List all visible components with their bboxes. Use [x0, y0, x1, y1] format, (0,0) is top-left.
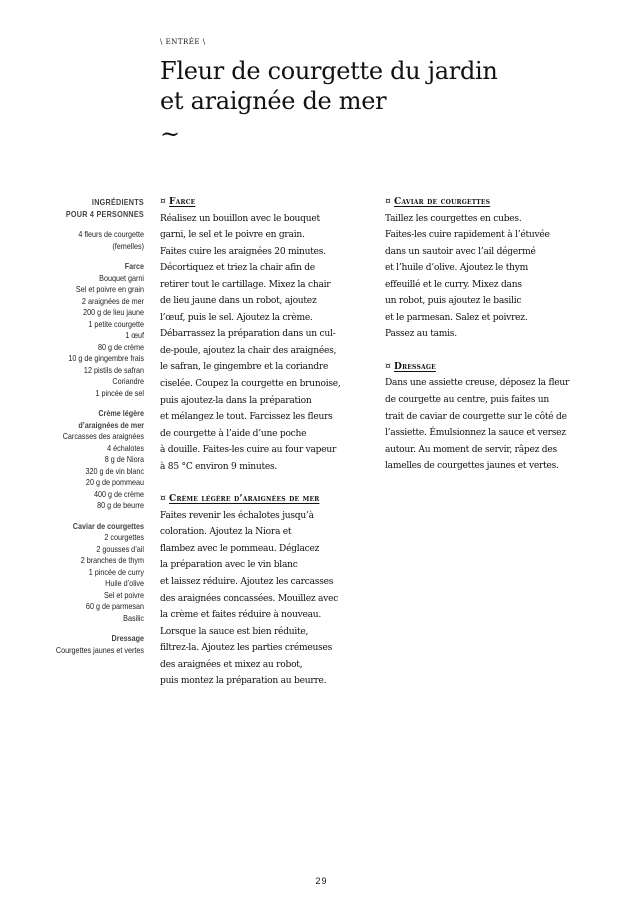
- step-title-text: Farce: [169, 196, 196, 207]
- steps-column-left: [160, 194, 375, 706]
- ingredient-item: 2 gousses d’ail: [96, 543, 144, 554]
- ingredient-item: 320 g de vin blanc: [85, 465, 144, 476]
- step-title: [385, 359, 610, 376]
- step-creme: [160, 491, 375, 690]
- step-text-line: trait de caviar de courgette sur le côté de: [385, 411, 567, 422]
- steps-column-right: [385, 194, 610, 491]
- step-text-line: la crème et faites réduire à nouveau.: [160, 610, 322, 621]
- ingredient-item: Sel et poivre: [103, 589, 144, 600]
- ingredients-sidebar: [32, 197, 144, 656]
- ingredient-item: 1 œuf: [125, 330, 144, 340]
- ingredient-group-title: Crème légère: [98, 408, 144, 418]
- step-text-line: de courgette à l’aide d’une poche: [160, 428, 307, 439]
- ingredient-item: Basilic: [123, 612, 144, 623]
- step-text-line: et l’huile d’olive. Ajoutez le thym: [385, 263, 528, 274]
- step-title-text: Dressage: [394, 360, 436, 372]
- step-text-line: Faites revenir les échalotes jusqu’à: [160, 510, 314, 521]
- step-text-line: retirer tout le cartillage. Mixez la chair: [160, 279, 331, 290]
- ingredient-item: 20 g de pommeau: [85, 477, 144, 487]
- step-dressage: [385, 359, 610, 475]
- step-body: [160, 508, 375, 690]
- ingredient-group-title: Caviar de courgettes: [72, 520, 144, 531]
- step-text-line: coloration. Ajoutez la Niora et: [160, 527, 292, 538]
- step-text-line: de courgette au centre, puis faites un: [385, 395, 549, 406]
- step-text-line: autour. Au moment de servir, râpez des: [385, 444, 557, 455]
- ingredient-item: 2 courgettes: [104, 532, 144, 542]
- ingredients-heading: INGRÉDIENTS: [91, 197, 144, 207]
- step-text-line: puis montez la préparation au beurre.: [160, 676, 327, 687]
- ingredient-item: 60 g de parmesan: [85, 601, 144, 611]
- ingredient-item: 8 g de Niora: [104, 454, 144, 464]
- section-bullet: ¤: [160, 197, 166, 207]
- step-text-line: et mélangez le tout. Farcissez les fleurs: [160, 412, 333, 423]
- ingredient-item: Carcasses des araignées: [62, 431, 144, 441]
- recipe-title-line: et araignée de mer: [160, 87, 387, 115]
- title-ornament: ~: [160, 120, 181, 148]
- step-farce: [160, 194, 375, 475]
- ingredient-item: (femelles): [112, 240, 144, 251]
- ingredient-groups: [32, 261, 144, 656]
- ingredient-item: 2 branches de thym: [80, 555, 144, 565]
- ingredient-item: Courgettes jaunes et vertes: [55, 644, 144, 655]
- step-title-text: Caviar de courgettes: [394, 196, 491, 207]
- ingredient-item: Coriandre: [112, 376, 144, 386]
- ingredients-heading: POUR 4 PERSONNES: [65, 208, 144, 219]
- step-text-line: le safran, le gingembre et la coriandre: [160, 362, 329, 373]
- step-body: [160, 211, 375, 476]
- ingredient-item: 1 pincée de sel: [95, 387, 144, 398]
- step-text-line: à 85 °C environ 9 minutes.: [160, 461, 278, 472]
- ingredient-item: Sel et poivre en grain: [75, 284, 144, 294]
- step-text-line: filtrez-la. Ajoutez les parties crémeuses: [160, 643, 333, 654]
- ingredient-item: 2 araignées de mer: [81, 295, 144, 306]
- step-text-line: Réalisez un bouillon avec le bouquet: [160, 213, 320, 224]
- step-text-line: Passez au tamis.: [385, 329, 457, 340]
- step-text-line: Lorsque la sauce est bien réduite,: [160, 626, 309, 637]
- step-text-line: et laissez réduire. Ajoutez les carcasses: [160, 577, 334, 588]
- step-body: [385, 211, 610, 343]
- step-text-line: Débarrassez la préparation dans un cul-: [160, 329, 336, 340]
- step-text-line: puis ajoutez-la dans la préparation: [160, 395, 312, 406]
- step-title: [385, 194, 610, 211]
- ingredient-item: 12 pistils de safran: [83, 364, 144, 375]
- step-text-line: Faites-les cuire rapidement à l’étuvée: [385, 230, 550, 241]
- section-bullet: ¤: [385, 361, 391, 372]
- step-body: [385, 375, 610, 474]
- recipe-title: [160, 56, 600, 116]
- step-caviar: [385, 194, 610, 343]
- ingredient-item: 80 g de crème: [97, 341, 144, 352]
- section-bullet: ¤: [385, 197, 391, 207]
- step-text-line: des araignées concassées. Mouillez avec: [160, 593, 339, 604]
- step-text-line: et le parmesan. Salez et poivrez.: [385, 312, 528, 323]
- step-text-line: la préparation avec le vin blanc: [160, 560, 298, 571]
- step-title: [160, 491, 375, 508]
- step-text-line: flambez avec le pommeau. Déglacez: [160, 543, 320, 554]
- step-text-line: lamelles de courgettes jaunes et vertes.: [385, 461, 559, 472]
- step-text-line: Taillez les courgettes en cubes.: [385, 213, 522, 224]
- ingredient-item: 200 g de lieu jaune: [83, 307, 144, 317]
- ingredient-item: 1 petite courgette: [88, 318, 144, 329]
- ingredient-item: 4 échalotes: [107, 442, 144, 453]
- ingredient-item: 80 g de beurre: [97, 500, 144, 510]
- step-text-line: Décortiquez et triez la chair afin de: [160, 263, 315, 274]
- step-text-line: Faites cuire les araignées 20 minutes.: [160, 246, 326, 257]
- ingredient-item: 10 g de gingembre frais: [68, 353, 144, 363]
- step-text-line: ciselée. Coupez la courgette en brunoise,: [160, 379, 341, 390]
- step-text-line: un robot, puis ajoutez le basilic: [385, 296, 522, 307]
- ingredient-item: 4 fleurs de courgette: [78, 229, 144, 239]
- step-text-line: des araignées et mixez au robot,: [160, 659, 303, 670]
- step-text-line: l’œuf, puis le sel. Ajoutez la crème.: [160, 312, 313, 323]
- page-number: 29: [315, 876, 328, 886]
- step-text-line: de lieu jaune dans un robot, ajoutez: [160, 296, 317, 307]
- ingredient-group-title: Farce: [124, 261, 144, 271]
- recipe-title-line: Fleur de courgette du jardin: [160, 57, 498, 85]
- step-title-text: Crème légère d’araignées de mer: [169, 493, 320, 505]
- step-text-line: garni, le sel et le poivre en grain.: [160, 230, 305, 241]
- ingredient-item: 1 pincée de curry: [88, 566, 144, 577]
- step-text-line: effeuillé et le curry. Mixez dans: [385, 279, 522, 290]
- ingredient-item: Huile d’olive: [105, 578, 144, 588]
- step-text-line: de-poule, ajoutez la chair des araignées,: [160, 345, 337, 356]
- ingredient-group-title: Dressage: [111, 633, 144, 643]
- step-text-line: l’assiette. Émulsionnez la sauce et versez: [385, 428, 566, 439]
- ingredient-group-title: d’araignées de mer: [78, 419, 144, 430]
- section-bullet: ¤: [160, 494, 166, 505]
- step-text-line: à douille. Faites-les cuire au four vapeur: [160, 445, 337, 456]
- ingredient-item: 400 g de crème: [93, 488, 144, 499]
- step-text-line: dans un sautoir avec l’ail dégermé: [385, 246, 536, 257]
- step-title: [160, 194, 375, 211]
- step-text-line: Dans une assiette creuse, déposez la fleur: [385, 378, 570, 389]
- section-kicker: \ ENTRÉE \: [160, 38, 206, 46]
- ingredient-item: Bouquet garni: [99, 272, 144, 283]
